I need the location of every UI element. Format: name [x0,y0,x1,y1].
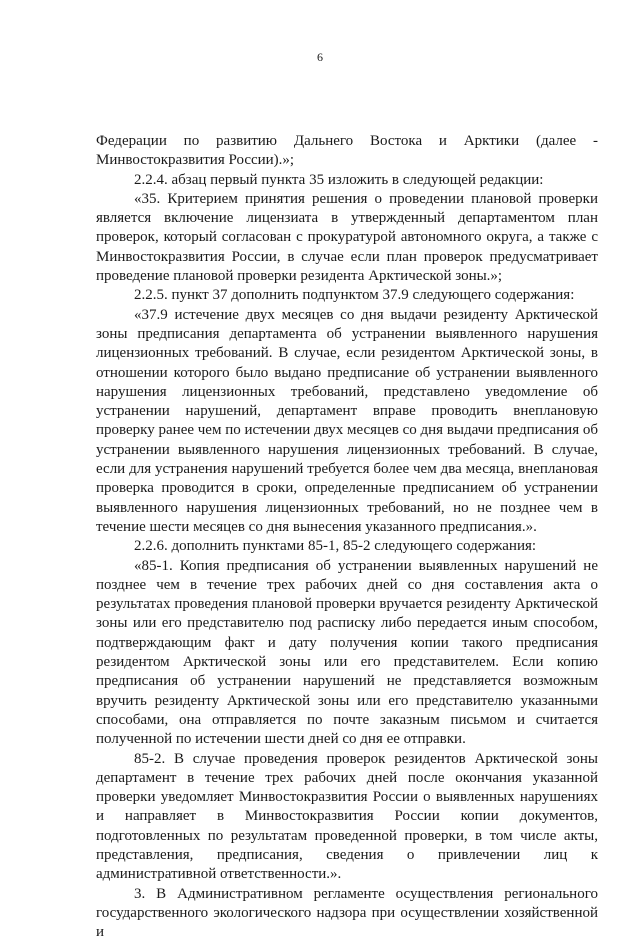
paragraph-continuation: Федерации по развитию Дальнего Востока и Арктики (далее - Минвостокразвития России).»; [96,133,598,169]
paragraph-2-2-5: 2.2.5. пункт 37 дополнить подпунктом 37.9 следующего содержания: [134,287,575,304]
paragraph-2-2-6: 2.2.6. дополнить пунктами 85-1, 85-2 следующего содержания: [134,538,537,555]
page-number: 6 [317,50,323,64]
paragraph-item-85-2: 85-2. В случае проведения проверок резидентов Арктической зоны департамент в течение трех рабочих дней после окончания указанной проверки уведомляет Минвостокразвития России о выявленных нарушениях и направляет в Минвостокразвития России копии документов, подготовленных по результатам проведенной проверки, в том числе акты, представления, предписания, сведения о привлечении лиц к административной ответственности.». [96,750,598,883]
paragraph-item-35: «35. Критерием принятия решения о проведении плановой проверки является включение лицензиата в утвержденный департаментом план проверок, который согласован с прокуратурой автономного округа, а также с Минвостокразвития России, в случае если план проверок предусматривает проведение плановой проверки резидента Арктической зоны.»; [96,190,598,285]
paragraph-item-85-1: «85-1. Копия предписания об устранении выявленных нарушений не позднее чем в течение трех рабочих дней со дня составления акта о результатах проведения плановой проверки вручается резиденту Арктической зоны или его представителю под расписку либо передается иным способом, подтверждающим факт и дату получения копии такого предписания резидентом Арктической зоны или его представителем. Если копию предписания об устранении нарушений не представляется возможным вручить резиденту Арктической зоны или его представителю указанными способами, она отправляется по почте заказным письмом и считается полученной по истечении шести дней со дня ее отправки. [96,557,598,748]
paragraph-section-3: 3. В Административном регламенте осуществления регионального государственного экологического надзора при осуществлении хозяйственной и [96,885,598,941]
paragraph-2-2-4: 2.2.4. абзац первый пункта 35 изложить в следующей редакции: [134,171,544,188]
paragraph-item-37-9: «37.9 истечение двух месяцев со дня выдачи резиденту Арктической зоны предписания департамента об устранении выявленного нарушения лицензионных требований. В случае, если резидентом Арктической зоны, в отношении которого было выдано предписание об устранении выявленного нарушения лицензионных требований, представлено уведомление об устранении нарушений, департамент вправе проводить внеплановую проверку ранее чем по истечении двух месяцев со дня выдачи предписания об устранении выявленного нарушения лицензионных требований. В случае, если для устранения нарушений требуется более чем два месяца, внеплановая проверка проводится в сроки, определенные предписанием об устранении выявленного нарушения лицензионных требований, но не позднее чем в течение шести месяцев со дня вынесения указанного предписания.». [96,306,598,535]
document-body [96,132,598,942]
